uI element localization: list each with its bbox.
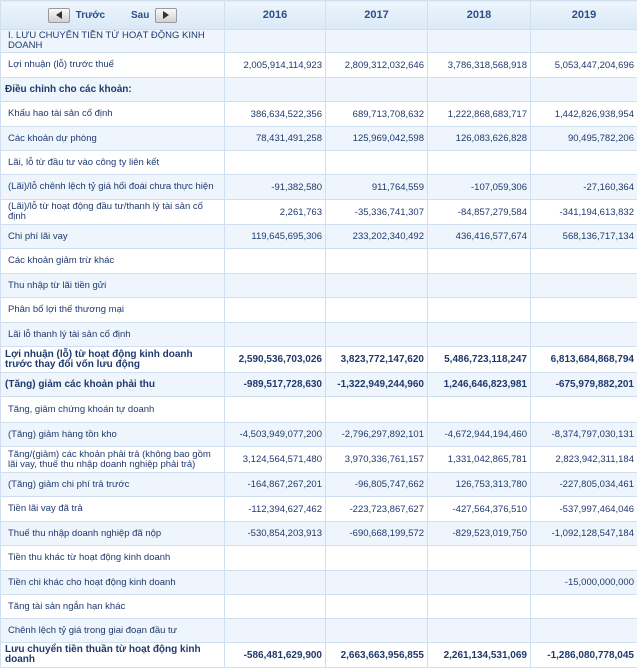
row-label: Chênh lệch tỷ giá trong giai đoạn đầu tư — [1, 619, 225, 643]
row-value — [326, 274, 428, 298]
row-value — [225, 595, 326, 619]
row-value: 1,331,042,865,781 — [428, 447, 531, 473]
row-value — [531, 323, 637, 347]
row-value: -2,796,297,892,101 — [326, 423, 428, 447]
row-value: 436,416,577,674 — [428, 225, 531, 249]
row-value — [428, 298, 531, 323]
row-label: Các khoản dự phòng — [1, 127, 225, 151]
row-value: -989,517,728,630 — [225, 373, 326, 397]
row-value: -537,997,464,046 — [531, 497, 637, 522]
table-body — [1, 30, 637, 668]
row-value: -164,867,267,201 — [225, 473, 326, 497]
row-value — [326, 619, 428, 643]
row-value — [428, 546, 531, 571]
row-value: 1,442,826,938,954 — [531, 102, 637, 127]
table-row — [1, 571, 637, 595]
row-value: 90,495,782,206 — [531, 127, 637, 151]
year-header: 2016 — [225, 1, 326, 30]
row-value: 126,753,313,780 — [428, 473, 531, 497]
row-value: -4,672,944,194,460 — [428, 423, 531, 447]
row-value — [225, 323, 326, 347]
row-value: -1,322,949,244,960 — [326, 373, 428, 397]
row-value — [326, 323, 428, 347]
row-value — [225, 298, 326, 323]
row-value: 2,823,942,311,184 — [531, 447, 637, 473]
arrow-right-icon — [163, 11, 169, 19]
row-value: 3,124,564,571,480 — [225, 447, 326, 473]
table-row — [1, 347, 637, 373]
row-label: Tăng/(giảm) các khoản phải trả (không bao gồm lãi vay, thuế thu nhập doanh nghiệp phải trả) — [1, 447, 225, 473]
row-value: 6,813,684,868,794 — [531, 347, 637, 373]
prev-period-label[interactable]: Trước — [75, 9, 106, 21]
row-value: -1,286,080,778,045 — [531, 643, 637, 668]
row-value: -586,481,629,900 — [225, 643, 326, 668]
row-value: 2,663,663,956,855 — [326, 643, 428, 668]
row-value: 1,222,868,683,717 — [428, 102, 531, 127]
row-value: -227,805,034,461 — [531, 473, 637, 497]
row-value: 689,713,708,632 — [326, 102, 428, 127]
row-value: 568,136,717,134 — [531, 225, 637, 249]
row-value — [225, 30, 326, 53]
next-period-label[interactable]: Sau — [131, 9, 150, 21]
row-label: Khấu hao tài sản cố định — [1, 102, 225, 127]
row-label: Phân bổ lợi thế thương mại — [1, 298, 225, 323]
row-value: 3,823,772,147,620 — [326, 347, 428, 373]
table-row — [1, 619, 637, 643]
row-label: (Tăng) giảm các khoản phải thu — [1, 373, 225, 397]
prev-period-button[interactable] — [48, 8, 70, 23]
row-value: -107,059,306 — [428, 175, 531, 200]
row-value: 5,053,447,204,696 — [531, 53, 637, 78]
row-value — [428, 274, 531, 298]
table-row — [1, 298, 637, 323]
table-row — [1, 78, 637, 102]
row-value: 911,764,559 — [326, 175, 428, 200]
row-value — [326, 595, 428, 619]
table-row — [1, 30, 637, 53]
row-label: Tiền lãi vay đã trả — [1, 497, 225, 522]
row-value: 78,431,491,258 — [225, 127, 326, 151]
row-value — [531, 78, 637, 102]
row-value — [326, 397, 428, 423]
row-value — [428, 78, 531, 102]
table-row — [1, 225, 637, 249]
row-value: 386,634,522,356 — [225, 102, 326, 127]
row-value — [225, 274, 326, 298]
row-value — [326, 249, 428, 274]
row-value — [531, 298, 637, 323]
row-label: Tiền thu khác từ hoạt động kinh doanh — [1, 546, 225, 571]
row-value — [531, 249, 637, 274]
row-label: (Tăng) giảm hàng tồn kho — [1, 423, 225, 447]
arrow-left-icon — [56, 11, 62, 19]
row-value: -84,857,279,584 — [428, 200, 531, 225]
table-row — [1, 274, 637, 298]
row-value: -1,092,128,547,184 — [531, 522, 637, 546]
row-value: 2,261,134,531,069 — [428, 643, 531, 668]
row-value: -690,668,199,572 — [326, 522, 428, 546]
row-value: -427,564,376,510 — [428, 497, 531, 522]
row-value — [531, 30, 637, 53]
row-value: 1,246,646,823,981 — [428, 373, 531, 397]
row-value: 3,786,318,568,918 — [428, 53, 531, 78]
row-value — [428, 397, 531, 423]
row-value — [531, 274, 637, 298]
table-row — [1, 447, 637, 473]
row-value — [428, 619, 531, 643]
row-label: Lãi, lỗ từ đầu tư vào công ty liên kết — [1, 151, 225, 175]
row-value — [531, 151, 637, 175]
table-row — [1, 53, 637, 78]
row-value: -27,160,364 — [531, 175, 637, 200]
row-value: -91,382,580 — [225, 175, 326, 200]
row-label: I. LƯU CHUYỂN TIỀN TỪ HOẠT ĐỘNG KINH DOANH — [1, 30, 225, 53]
period-nav — [1, 1, 225, 30]
table-row — [1, 643, 637, 668]
row-label: Lãi lỗ thanh lý tài sản cố định — [1, 323, 225, 347]
row-value — [326, 30, 428, 53]
row-value: 125,969,042,598 — [326, 127, 428, 151]
year-header: 2019 — [531, 1, 637, 30]
year-header: 2017 — [326, 1, 428, 30]
table-row — [1, 397, 637, 423]
row-label: Tăng tài sản ngắn hạn khác — [1, 595, 225, 619]
row-value: 119,645,695,306 — [225, 225, 326, 249]
table-row — [1, 127, 637, 151]
row-value: 2,261,763 — [225, 200, 326, 225]
row-value — [428, 249, 531, 274]
header-row — [1, 1, 637, 30]
row-value: 2,005,914,114,923 — [225, 53, 326, 78]
row-label: Lưu chuyển tiền thuần từ hoạt động kinh doanh — [1, 643, 225, 668]
row-value: -8,374,797,030,131 — [531, 423, 637, 447]
row-label: Lợi nhuận (lỗ) trước thuế — [1, 53, 225, 78]
row-label: Chi phí lãi vay — [1, 225, 225, 249]
row-value — [225, 619, 326, 643]
row-value — [326, 546, 428, 571]
row-value — [428, 151, 531, 175]
table-row — [1, 200, 637, 225]
row-value: -223,723,867,627 — [326, 497, 428, 522]
table-row — [1, 151, 637, 175]
table-row — [1, 595, 637, 619]
table-row — [1, 175, 637, 200]
row-value: -675,979,882,201 — [531, 373, 637, 397]
row-value — [326, 151, 428, 175]
row-value — [225, 397, 326, 423]
row-value: -35,336,741,307 — [326, 200, 428, 225]
row-label: (Lãi)/lỗ từ hoạt động đầu tư/thanh lý tài sản cố định — [1, 200, 225, 225]
row-value: 233,202,340,492 — [326, 225, 428, 249]
table-row — [1, 323, 637, 347]
row-value: 126,083,626,828 — [428, 127, 531, 151]
row-label: Tiền chi khác cho hoạt động kinh doanh — [1, 571, 225, 595]
row-value: -4,503,949,077,200 — [225, 423, 326, 447]
row-label: Tăng, giảm chứng khoán tự doanh — [1, 397, 225, 423]
row-value — [326, 298, 428, 323]
row-value — [531, 595, 637, 619]
row-value — [531, 546, 637, 571]
row-value — [531, 397, 637, 423]
row-value — [428, 595, 531, 619]
row-label: Thuế thu nhập doanh nghiệp đã nộp — [1, 522, 225, 546]
table-row — [1, 522, 637, 546]
row-value — [225, 546, 326, 571]
row-value: -112,394,627,462 — [225, 497, 326, 522]
row-label: (Tăng) giảm chi phí trả trước — [1, 473, 225, 497]
row-value — [531, 619, 637, 643]
table-row — [1, 546, 637, 571]
row-value: -530,854,203,913 — [225, 522, 326, 546]
row-value: -341,194,613,832 — [531, 200, 637, 225]
table-row — [1, 249, 637, 274]
row-value — [326, 571, 428, 595]
row-value — [428, 571, 531, 595]
next-period-button[interactable] — [155, 8, 177, 23]
row-value: 2,590,536,703,026 — [225, 347, 326, 373]
row-label: (Lãi)/lỗ chênh lệch tỷ giá hối đoái chưa thực hiện — [1, 175, 225, 200]
row-value — [225, 151, 326, 175]
row-value — [326, 78, 428, 102]
row-value: 3,970,336,761,157 — [326, 447, 428, 473]
row-value: -15,000,000,000 — [531, 571, 637, 595]
row-label: Điều chỉnh cho các khoản: — [1, 78, 225, 102]
table-row — [1, 423, 637, 447]
row-label: Lợi nhuận (lỗ) từ hoạt động kinh doanh trước thay đổi vốn lưu động — [1, 347, 225, 373]
row-label: Thu nhập từ lãi tiền gửi — [1, 274, 225, 298]
table-row — [1, 473, 637, 497]
row-value — [428, 30, 531, 53]
row-value — [225, 78, 326, 102]
row-value — [225, 249, 326, 274]
row-value — [225, 571, 326, 595]
row-value: 2,809,312,032,646 — [326, 53, 428, 78]
row-value — [428, 323, 531, 347]
year-header: 2018 — [428, 1, 531, 30]
table-row — [1, 373, 637, 397]
row-label: Các khoản giảm trừ khác — [1, 249, 225, 274]
row-value: -829,523,019,750 — [428, 522, 531, 546]
row-value: -96,805,747,662 — [326, 473, 428, 497]
table-row — [1, 497, 637, 522]
row-value: 5,486,723,118,247 — [428, 347, 531, 373]
table-row — [1, 102, 637, 127]
